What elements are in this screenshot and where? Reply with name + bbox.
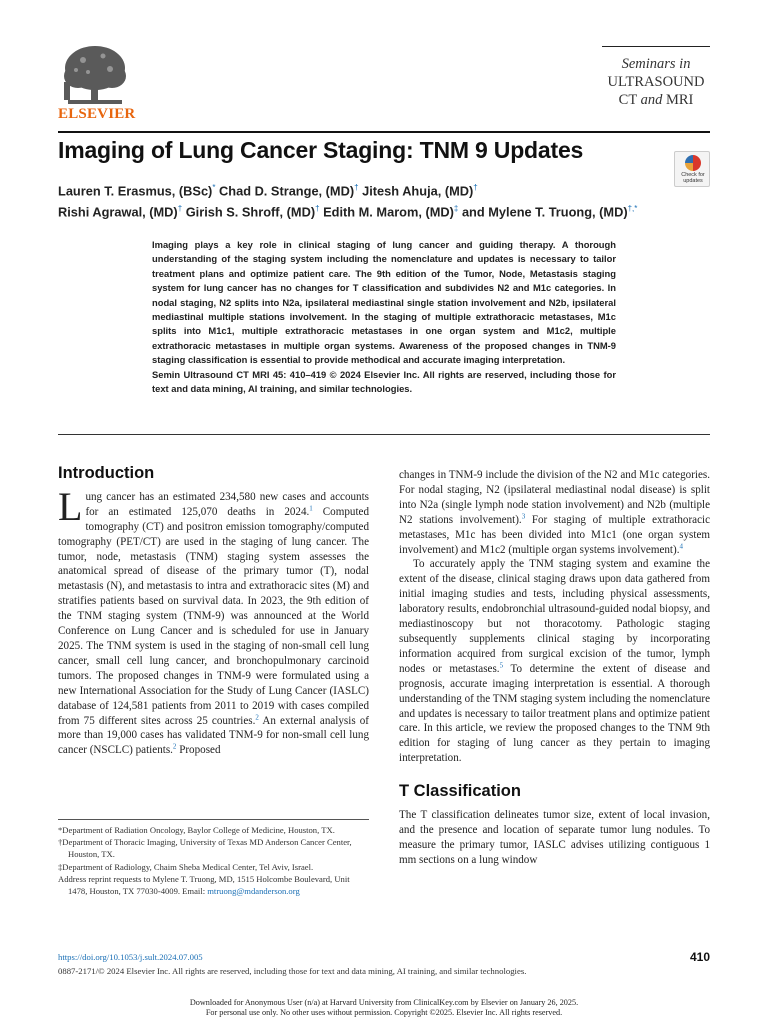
journal-masthead <box>602 46 710 109</box>
abstract <box>152 238 616 396</box>
reference-link[interactable]: 3 <box>521 512 526 521</box>
affiliation-mark[interactable]: † <box>177 203 183 213</box>
section-heading-t-classification: T Classification <box>399 782 521 801</box>
check-for-updates-icon <box>685 155 701 171</box>
publisher-wordmark: ELSEVIER <box>58 106 136 122</box>
affiliation-mark[interactable]: * <box>212 183 216 192</box>
author-line-2 <box>58 200 637 221</box>
download-notice <box>0 998 768 1018</box>
doi-link[interactable]: https://doi.org/10.1053/j.sult.2024.07.005 <box>58 952 203 962</box>
badge-label: Check for updates <box>681 172 705 184</box>
abstract-rule <box>58 434 710 435</box>
t-classification-paragraph-1: The T classification delineates tumor size, extent of local invasion, and the presence and location of separate tumor lung nodules. To measure the primary tumor, IASLC advises utilizing contiguous 1 mm sections on a lung window <box>399 809 710 866</box>
download-line: For personal use only. No other uses without permission. Copyright ©2025. Elsevier Inc. All rights reserved. <box>205 1008 563 1017</box>
footnote-affiliation: ‡Department of Radiology, Chaim Sheba Medical Center, Tel Aviv, Israel. <box>58 861 314 872</box>
email-link[interactable]: mtruong@mdanderson.org <box>207 886 300 897</box>
author-name: Chad D. Strange, (MD) <box>219 183 355 199</box>
copyright-line: 0887-2171/© 2024 Elsevier Inc. All rights are reserved, including those for text and data mining, AI training, and similar technologies. <box>58 966 527 976</box>
page-number: 410 <box>689 950 710 964</box>
journal-name-line3: CT and MRI <box>618 92 694 108</box>
author-name: Edith M. Marom, (MD) <box>323 204 454 220</box>
footnote-affiliation: †Department of Thoracic Imaging, University of Texas MD Anderson Cancer Center, Houston, TX. <box>58 837 352 860</box>
abstract-body: Imaging plays a key role in clinical staging of lung cancer and guiding therapy. A thorough understanding of the staging system including the nomenclature and updates is necessary to tailor treatment plans and optimize patient care. The 9th edition of the Tumor, Node, Metastasis staging system for lung cancer has no changes for T classification and subdivides N2 and M1c categories. In nodal staging, N2 splits into N2a, ipsilateral mediastinal single station involvement and N2b, ipsilateral mediastinal multiple stations involvement. In the staging of multiple extrathoracic metastases, M1c splits into M1c1, multiple extrathoracic metastases in one organ system and M1c2, multiple extrathoracic metastases in multiple organ systems. Awareness of the proposed changes in TNM-9 staging classification is essential to provide methodical and accurate imaging interpretation. <box>152 239 616 366</box>
reference-link[interactable]: 2 <box>255 712 259 721</box>
footnote-rule <box>58 819 369 820</box>
author-name: Rishi Agrawal, (MD) <box>58 204 178 220</box>
affiliation-mark[interactable]: ‡ <box>453 203 459 213</box>
author-name: Girish S. Shroff, (MD) <box>185 204 316 220</box>
footnote-correspondence: Address reprint requests to Mylene T. Truong, MD, 1515 Holcombe Boulevard, Unit 1478, Houston, TX 77030-4009. Email: mtruong@mdanderson.org <box>58 873 350 897</box>
check-for-updates-badge[interactable] <box>674 151 710 187</box>
affiliation-mark[interactable]: † <box>473 183 478 192</box>
header-rule <box>58 131 710 133</box>
intro-paragraph-3: To accurately apply the TNM staging system and examine the extent of the disease, clinical staging draws upon data gathered from initial imaging studies and tests, including physical assessments, laboratory results, endobronchial ultrasound-guided nodal biopsy, and mediastinoscopy but not thoracotomy. Pathologic staging subsequently supplements clinical staging by incorporating information acquired from surgical excision of the tumor, lymph nodes or metastases.$^5$ To determine the extent of disease and prognosis, accurate imaging interpretation is essential. A thorough understanding of the TNM staging system including the nomenclature and updates is necessary to tailor treatment plans and optimize patient care. In this article, we review the proposed changes to the TNM 9th edition for staging of lung cancer as they pertain to imaging interpretation. <box>399 558 710 765</box>
author-name: Lauren T. Erasmus, (BSc) <box>58 183 213 199</box>
footnote-affiliation: *Department of Radiation Oncology, Baylor College of Medicine, Houston, TX. <box>58 825 335 835</box>
affiliation-mark[interactable]: † <box>315 203 320 213</box>
reference-link[interactable]: 2 <box>172 742 177 751</box>
right-column <box>399 468 710 868</box>
affiliation-footnotes <box>58 824 369 897</box>
download-line: Downloaded for Anonymous User (n/a) at Harvard University from ClinicalKey.com by Elsevier on January 26, 2025. <box>189 998 579 1007</box>
author-list <box>58 179 637 221</box>
left-column <box>58 466 369 758</box>
reference-link[interactable]: 4 <box>679 541 683 550</box>
intro-paragraph-2: changes in TNM-9 include the division of the N2 and M1c categories. For nodal staging, N2 (ipsilateral mediastinal nodal disease) is split into N2a (single lymph node station involvement) and N2b (multiple N2 stations involvement).$^3$ For staging of multiple extrathoracic metastases, M1c has been divided into M1c1 (one organ system involvement) and M1c2 (multiple organ systems involvement).$^4$ <box>399 469 710 556</box>
drop-cap: L <box>58 483 83 529</box>
reference-link[interactable]: 1 <box>309 504 313 513</box>
journal-name-line2: ULTRASOUND <box>607 74 705 90</box>
author-name: and Mylene T. Truong, (MD) <box>461 204 628 220</box>
section-heading-introduction: Introduction <box>58 464 155 482</box>
article-title: Imaging of Lung Cancer Staging: TNM 9 Updates <box>58 137 584 163</box>
reference-link[interactable]: 5 <box>499 661 504 670</box>
affiliation-mark[interactable]: †,* <box>627 203 638 213</box>
abstract-citation: Semin Ultrasound CT MRI 45: 410–419 © 2024 Elsevier Inc. All rights are reserved, including those for text and data mining, AI training, and similar technologies. <box>152 368 616 395</box>
journal-name-line1: Seminars in <box>621 56 691 72</box>
author-line-1 <box>58 179 637 200</box>
affiliation-mark[interactable]: † <box>354 183 359 192</box>
intro-paragraph-1: Lung cancer has an estimated 234,580 new cases and accounts for an estimated 125,070 deaths in 2024.$^1$ Computed tomography (CT) and positron emission tomography/computed tomography (PET/CT) are used in the staging of lung cancer. The tumor, node, metastasis (TNM) staging system assesses the anatomical spread of disease of the primary tumor (T), nodal metastasis (N), and metastasis to intra and extrathoracic sites (M) and stratifies patients based on survival data. In 2023, the 9th edition of the TNM staging system (TNM-9) was announced at the World Conference on Lung Cancer and is scheduled for use in January 2025. The TNM system is used in the staging of non-small cell lung cancer, small cell lung cancer, and bronchopulmonary carcinoid tumors. The proposed changes in TNM-9 were formulated using a new International Association for the Study of Lung Cancer (IASLC) database of 124,581 patients from 2011 to 2019 with cases compiled from 75 different sites across 25 countries.$^2$ An external analysis of more than 19,000 cases has validated TNM-9 for non-small cell lung cancer (NSCLC) patients.$^2$ Proposed <box>58 483 369 757</box>
author-name: Jitesh Ahuja, (MD) <box>362 183 474 199</box>
